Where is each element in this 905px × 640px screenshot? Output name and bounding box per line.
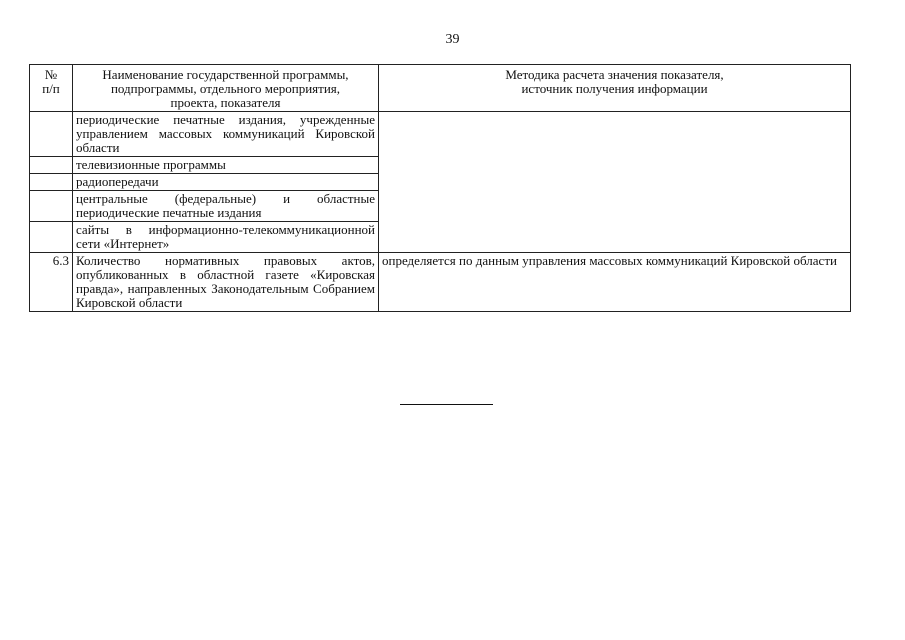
row-number — [30, 222, 73, 253]
indicator-table — [29, 64, 851, 312]
row-method — [379, 112, 851, 253]
table-row — [30, 253, 851, 312]
end-divider-line — [400, 404, 493, 405]
row-number — [30, 174, 73, 191]
header-number: № п/п — [30, 65, 73, 112]
header-name: Наименование государственной программы, подпрограммы, отдельного мероприятия, проекта, показателя — [73, 65, 379, 112]
row-name: сайты в информационно-телекоммуникационной сети «Интернет» — [73, 222, 379, 253]
row-name: радиопередачи — [73, 174, 379, 191]
row-name: Количество нормативных правовых актов, опубликованных в областной газете «Кировская правда», направленных Законодательным Собранием Кировской области — [73, 253, 379, 312]
table-row — [30, 112, 851, 157]
table-header-row — [30, 65, 851, 112]
row-name: центральные (федеральные) и областные периодические печатные издания — [73, 191, 379, 222]
row-number: 6.3 — [30, 253, 73, 312]
page-number: 39 — [445, 32, 460, 47]
row-number — [30, 112, 73, 157]
row-name: периодические печатные издания, учрежденные управлением массовых коммуникаций Кировской области — [73, 112, 379, 157]
row-name: телевизионные программы — [73, 157, 379, 174]
row-number — [30, 191, 73, 222]
header-method: Методика расчета значения показателя, источник получения информации — [379, 65, 851, 112]
row-method: определяется по данным управления массовых коммуникаций Кировской области — [379, 253, 851, 312]
row-number — [30, 157, 73, 174]
